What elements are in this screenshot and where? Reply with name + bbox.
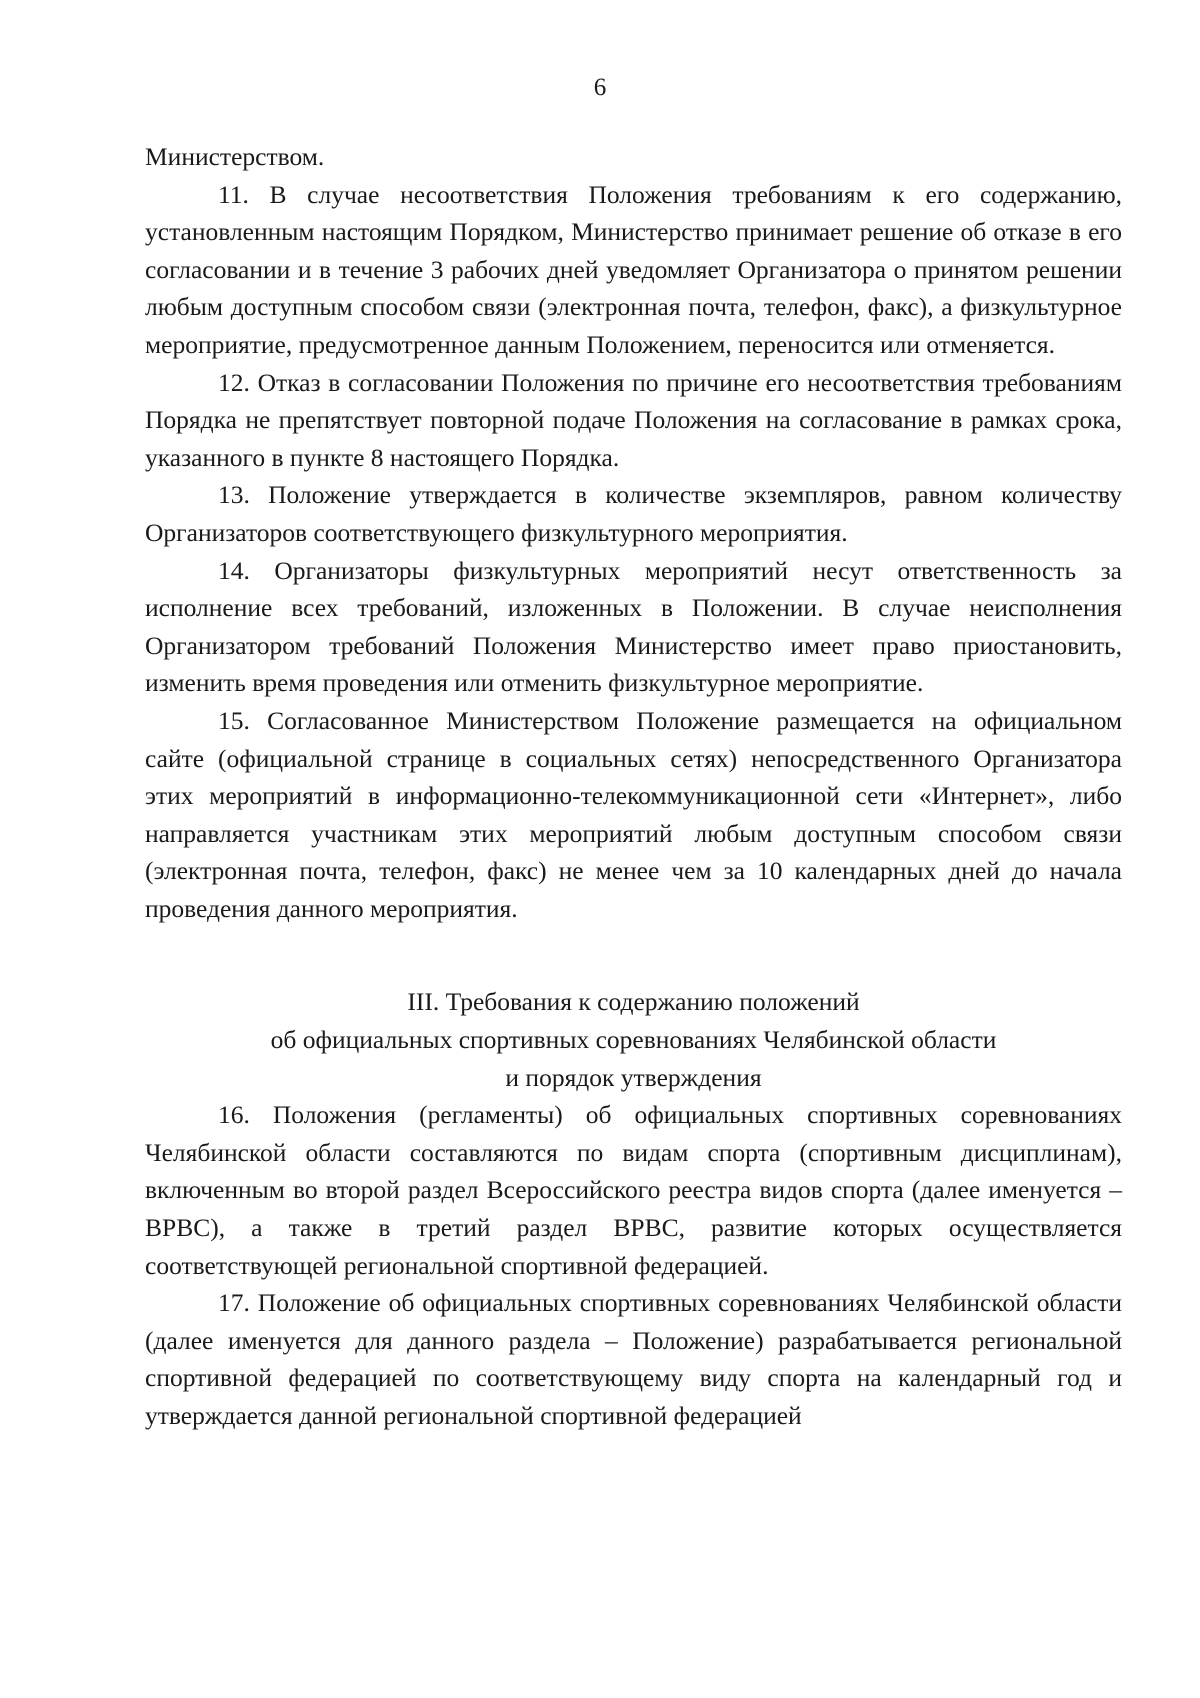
page-number: 6 <box>593 74 607 101</box>
document-body <box>145 138 1122 1435</box>
paragraph-13: 13. Положение утверждается в количестве экземпляров, равном количеству Организаторов соответствующего физкультурного мероприятия. <box>145 480 1122 547</box>
section-heading-line-2: об официальных спортивных соревнованиях Челябинской области <box>270 1025 997 1055</box>
continuation-line: Министерством. <box>145 142 325 171</box>
paragraph-17: 17. Положение об официальных спортивных соревнованиях Челябинской области (далее именуется для данного раздела – Положение) разрабатывается региональной спортивной федерацией по соответствующему виду спорта на календарный год и утверждается данной региональной спортивной федерацией <box>145 1288 1122 1430</box>
section-heading <box>145 983 1122 1096</box>
paragraph-14: 14. Организаторы физкультурных мероприятий несут ответственность за исполнение всех требований, изложенных в Положении. В случае неисполнения Организатором требований Положения Министерство имеет право приостановить, изменить время проведения или отменить физкультурное мероприятие. <box>145 555 1122 698</box>
section-heading-line-1: III. Требования к содержанию положений <box>407 987 860 1017</box>
paragraph-16: 16. Положения (регламенты) об официальных спортивных соревнованиях Челябинской области составляются по видам спорта (спортивным дисциплинам), включенным во второй раздел Всероссийского реестра видов спорта (далее именуется – ВРВС), а также в третий раздел ВРВС, развитие которых осуществляется соответствующей региональной спортивной федерацией. <box>145 1100 1122 1280</box>
paragraph-12: 12. Отказ в согласовании Положения по причине его несоответствия требованиям Порядка не препятствует повторной подаче Положения на согласование в рамках срока, указанного в пункте 8 настоящего Порядка. <box>145 367 1122 472</box>
paragraph-11: 11. В случае несоответствия Положения требованиям к его содержанию, установленным настоящим Порядком, Министерство принимает решение об отказе в его согласовании и в течение 3 рабочих дней уведомляет Организатора о принятом решении любым доступным способом связи (электронная почта, телефон, факс), а физкультурное мероприятие, предусмотренное данным Положением, переносится или отменяется. <box>145 179 1122 359</box>
section-heading-line-3: и порядок утверждения <box>505 1062 762 1092</box>
paragraph-15: 15. Согласованное Министерством Положение размещается на официальном сайте (официальной странице в социальных сетях) непосредственного Организатора этих мероприятий в информационно-телекоммуникационной сети «Интернет», либо направляется участникам этих мероприятий любым доступным способом связи (электронная почта, телефон, факс) не менее чем за 10 календарных дней до начала проведения данного мероприятия. <box>145 705 1122 923</box>
